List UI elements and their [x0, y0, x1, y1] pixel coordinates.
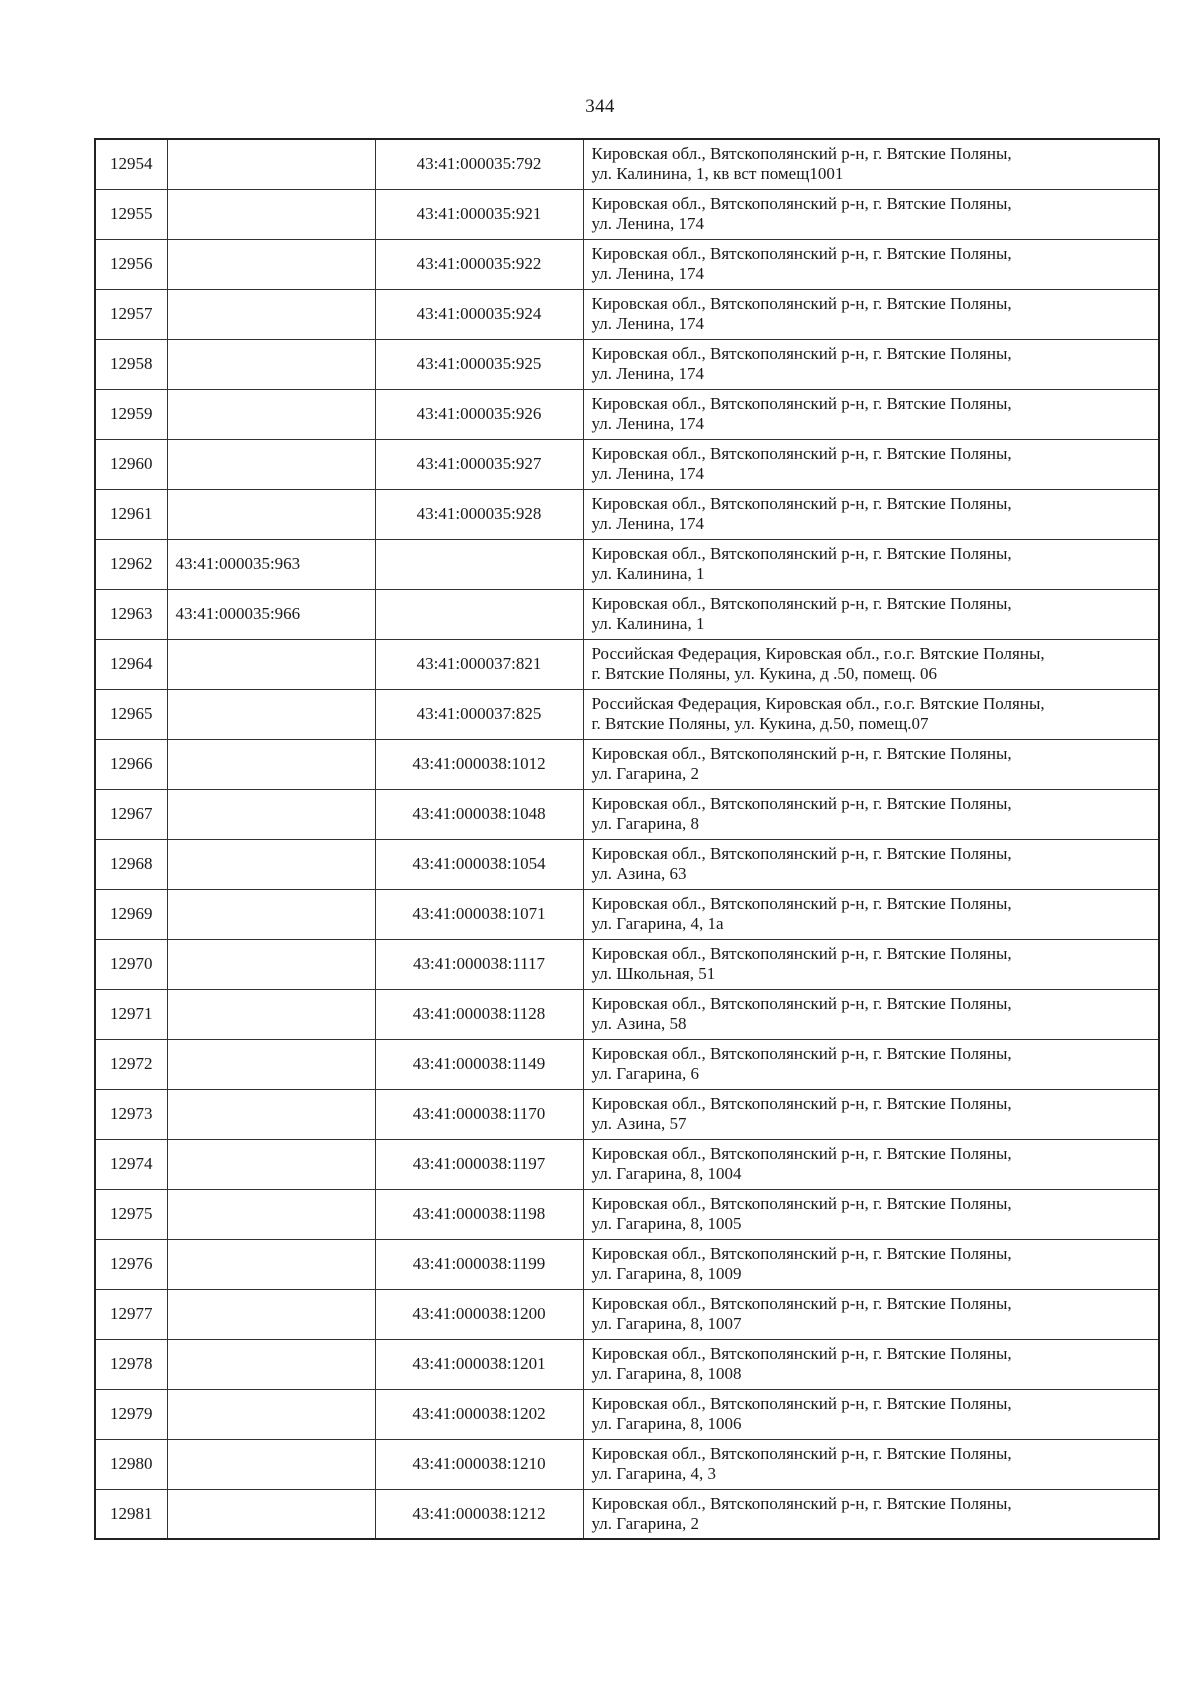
- land-cadastral-number-cell: [167, 289, 375, 339]
- address-line-2: ул. Гагарина, 4, 3: [591, 1464, 716, 1483]
- address-cell: [583, 1089, 1159, 1139]
- row-number-cell: 12968: [95, 839, 167, 889]
- address-line-1: Кировская обл., Вятскополянский р-н, г. Вятские Поляны,: [591, 1493, 1012, 1513]
- address-line-2: г. Вятские Поляны, ул. Кукина, д.50, помещ.07: [591, 714, 929, 733]
- address-line-2: ул. Ленина, 174: [591, 314, 705, 333]
- address-cell: [583, 739, 1159, 789]
- row-number-cell: 12970: [95, 939, 167, 989]
- address-cell: [583, 939, 1159, 989]
- address-line-1: Кировская обл., Вятскополянский р-н, г. Вятские Поляны,: [591, 1394, 1012, 1413]
- row-number-cell: 12979: [95, 1389, 167, 1439]
- address-cell: [583, 1039, 1159, 1089]
- table-row: [95, 489, 1159, 539]
- address-line-2: ул. Гагарина, 8, 1006: [591, 1414, 742, 1433]
- object-cadastral-number-cell: 43:41:000035:924: [375, 289, 583, 339]
- address-cell: [583, 789, 1159, 839]
- address-line-2: ул. Ленина, 174: [591, 364, 705, 383]
- address-cell: [583, 439, 1159, 489]
- table-row: [95, 1139, 1159, 1189]
- table-row: [95, 1189, 1159, 1239]
- object-cadastral-number-cell: 43:41:000038:1200: [375, 1289, 583, 1339]
- address-cell: [583, 139, 1159, 189]
- address-line-1: Кировская обл., Вятскополянский р-н, г. Вятские Поляны,: [591, 944, 1012, 963]
- land-cadastral-number-cell: 43:41:000035:963: [167, 539, 375, 589]
- table-row: [95, 839, 1159, 889]
- address-line-2: ул. Гагарина, 8, 1007: [591, 1314, 742, 1333]
- address-cell: [583, 1189, 1159, 1239]
- address-cell: [583, 689, 1159, 739]
- object-cadastral-number-cell: 43:41:000037:825: [375, 689, 583, 739]
- address-line-2: ул. Ленина, 174: [591, 464, 705, 483]
- table-row: [95, 939, 1159, 989]
- address-line-2: ул. Ленина, 174: [591, 264, 705, 283]
- address-line-1: Кировская обл., Вятскополянский р-н, г. Вятские Поляны,: [591, 1044, 1012, 1063]
- object-cadastral-number-cell: [375, 539, 583, 589]
- table-row: [95, 289, 1159, 339]
- address-cell: [583, 1239, 1159, 1289]
- table-row: [95, 439, 1159, 489]
- land-cadastral-number-cell: [167, 339, 375, 389]
- object-cadastral-number-cell: 43:41:000038:1054: [375, 839, 583, 889]
- land-cadastral-number-cell: [167, 139, 375, 189]
- table-row: [95, 189, 1159, 239]
- land-cadastral-number-cell: [167, 939, 375, 989]
- table-row: [95, 339, 1159, 389]
- address-line-2: ул. Азина, 57: [591, 1114, 687, 1133]
- address-line-1: Кировская обл., Вятскополянский р-н, г. Вятские Поляны,: [591, 1194, 1012, 1213]
- object-cadastral-number-cell: 43:41:000035:927: [375, 439, 583, 489]
- land-cadastral-number-cell: [167, 489, 375, 539]
- address-line-2: ул. Гагарина, 4, 1а: [591, 914, 724, 933]
- address-line-2: ул. Школьная, 51: [591, 964, 716, 983]
- address-cell: [583, 1139, 1159, 1189]
- land-cadastral-number-cell: [167, 1039, 375, 1089]
- address-line-2: ул. Калинина, 1, кв вст помещ1001: [591, 164, 844, 184]
- object-cadastral-number-cell: 43:41:000038:1198: [375, 1189, 583, 1239]
- address-cell: [583, 489, 1159, 539]
- object-cadastral-number-cell: 43:41:000038:1128: [375, 989, 583, 1039]
- table-row: [95, 1489, 1159, 1539]
- address-cell: [583, 1389, 1159, 1439]
- land-cadastral-number-cell: [167, 1339, 375, 1389]
- row-number-cell: 12958: [95, 339, 167, 389]
- address-line-2: ул. Гагарина, 8, 1009: [591, 1264, 742, 1283]
- address-line-1: Кировская обл., Вятскополянский р-н, г. Вятские Поляны,: [591, 544, 1012, 563]
- land-cadastral-number-cell: [167, 1089, 375, 1139]
- address-line-1: Кировская обл., Вятскополянский р-н, г. Вятские Поляны,: [591, 1144, 1012, 1163]
- address-cell: [583, 1289, 1159, 1339]
- row-number-cell: 12956: [95, 239, 167, 289]
- object-cadastral-number-cell: 43:41:000038:1117: [375, 939, 583, 989]
- address-cell: [583, 1489, 1159, 1539]
- row-number-cell: 12966: [95, 739, 167, 789]
- address-line-1: Кировская обл., Вятскополянский р-н, г. Вятские Поляны,: [591, 344, 1012, 363]
- address-line-1: Кировская обл., Вятскополянский р-н, г. Вятские Поляны,: [591, 394, 1012, 413]
- land-cadastral-number-cell: [167, 989, 375, 1039]
- table-row: [95, 1339, 1159, 1389]
- table-row: [95, 1289, 1159, 1339]
- row-number-cell: 12962: [95, 539, 167, 589]
- table-row: [95, 1389, 1159, 1439]
- address-line-2: ул. Азина, 63: [591, 864, 687, 883]
- address-cell: [583, 339, 1159, 389]
- address-line-1: Кировская обл., Вятскополянский р-н, г. Вятские Поляны,: [591, 594, 1012, 613]
- object-cadastral-number-cell: 43:41:000035:925: [375, 339, 583, 389]
- land-cadastral-number-cell: [167, 1289, 375, 1339]
- land-cadastral-number-cell: [167, 1439, 375, 1489]
- address-line-1: Кировская обл., Вятскополянский р-н, г. Вятские Поляны,: [591, 1094, 1012, 1113]
- address-line-1: Кировская обл., Вятскополянский р-н, г. Вятские Поляны,: [591, 844, 1012, 863]
- table-row: [95, 239, 1159, 289]
- address-line-1: Кировская обл., Вятскополянский р-н, г. Вятские Поляны,: [591, 1344, 1012, 1363]
- row-number-cell: 12972: [95, 1039, 167, 1089]
- address-cell: [583, 589, 1159, 639]
- address-line-2: ул. Гагарина, 8, 1008: [591, 1364, 742, 1383]
- object-cadastral-number-cell: 43:41:000038:1212: [375, 1489, 583, 1539]
- table-row: [95, 1089, 1159, 1139]
- object-cadastral-number-cell: 43:41:000038:1048: [375, 789, 583, 839]
- address-line-1: Кировская обл., Вятскополянский р-н, г. Вятские Поляны,: [591, 294, 1012, 313]
- land-cadastral-number-cell: [167, 1139, 375, 1189]
- address-cell: [583, 989, 1159, 1039]
- address-line-1: Кировская обл., Вятскополянский р-н, г. Вятские Поляны,: [591, 1444, 1012, 1463]
- object-cadastral-number-cell: 43:41:000038:1199: [375, 1239, 583, 1289]
- address-cell: [583, 389, 1159, 439]
- row-number-cell: 12954: [95, 139, 167, 189]
- row-number-cell: 12980: [95, 1439, 167, 1489]
- land-cadastral-number-cell: [167, 439, 375, 489]
- address-line-2: ул. Ленина, 174: [591, 514, 705, 533]
- land-cadastral-number-cell: [167, 1389, 375, 1439]
- registry-table: [94, 138, 1160, 1540]
- object-cadastral-number-cell: [375, 589, 583, 639]
- table-row: [95, 1239, 1159, 1289]
- land-cadastral-number-cell: [167, 1489, 375, 1539]
- table-row: [95, 989, 1159, 1039]
- land-cadastral-number-cell: [167, 639, 375, 689]
- address-line-2: ул. Азина, 58: [591, 1014, 687, 1033]
- address-cell: [583, 1339, 1159, 1389]
- object-cadastral-number-cell: 43:41:000038:1071: [375, 889, 583, 939]
- table-row: [95, 1039, 1159, 1089]
- table-row: [95, 539, 1159, 589]
- table-row: [95, 689, 1159, 739]
- address-line-2: ул. Калинина, 1: [591, 614, 705, 633]
- row-number-cell: 12969: [95, 889, 167, 939]
- address-line-2: ул. Гагарина, 2: [591, 1513, 699, 1533]
- address-line-2: ул. Гагарина, 8, 1004: [591, 1164, 742, 1183]
- address-line-2: ул. Гагарина, 2: [591, 764, 699, 783]
- address-line-2: ул. Гагарина, 8: [591, 814, 699, 833]
- object-cadastral-number-cell: 43:41:000038:1201: [375, 1339, 583, 1389]
- address-line-1: Кировская обл., Вятскополянский р-н, г. Вятские Поляны,: [591, 994, 1012, 1013]
- row-number-cell: 12964: [95, 639, 167, 689]
- address-line-1: Кировская обл., Вятскополянский р-н, г. Вятские Поляны,: [591, 444, 1012, 463]
- address-line-2: ул. Ленина, 174: [591, 414, 705, 433]
- address-cell: [583, 839, 1159, 889]
- address-line-2: г. Вятские Поляны, ул. Кукина, д .50, помещ. 06: [591, 664, 938, 683]
- row-number-cell: 12959: [95, 389, 167, 439]
- address-line-1: Кировская обл., Вятскополянский р-н, г. Вятские Поляны,: [591, 244, 1012, 263]
- land-cadastral-number-cell: [167, 739, 375, 789]
- table-row: [95, 139, 1159, 189]
- address-line-1: Кировская обл., Вятскополянский р-н, г. Вятские Поляны,: [591, 794, 1012, 813]
- page-number: 344: [585, 96, 615, 117]
- row-number-cell: 12957: [95, 289, 167, 339]
- address-line-1: Российская Федерация, Кировская обл., г.о.г. Вятские Поляны,: [591, 644, 1045, 663]
- row-number-cell: 12967: [95, 789, 167, 839]
- address-line-1: Кировская обл., Вятскополянский р-н, г. Вятские Поляны,: [591, 494, 1012, 513]
- table-row: [95, 1439, 1159, 1489]
- address-line-2: ул. Калинина, 1: [591, 564, 705, 583]
- land-cadastral-number-cell: 43:41:000035:966: [167, 589, 375, 639]
- land-cadastral-number-cell: [167, 389, 375, 439]
- registry-table-body: [95, 139, 1159, 1539]
- address-line-1: Кировская обл., Вятскополянский р-н, г. Вятские Поляны,: [591, 144, 1012, 164]
- land-cadastral-number-cell: [167, 689, 375, 739]
- table-row: [95, 889, 1159, 939]
- land-cadastral-number-cell: [167, 839, 375, 889]
- row-number-cell: 12976: [95, 1239, 167, 1289]
- row-number-cell: 12977: [95, 1289, 167, 1339]
- address-cell: [583, 239, 1159, 289]
- land-cadastral-number-cell: [167, 1239, 375, 1289]
- land-cadastral-number-cell: [167, 239, 375, 289]
- object-cadastral-number-cell: 43:41:000035:921: [375, 189, 583, 239]
- object-cadastral-number-cell: 43:41:000037:821: [375, 639, 583, 689]
- table-row: [95, 789, 1159, 839]
- address-cell: [583, 1439, 1159, 1489]
- address-cell: [583, 889, 1159, 939]
- address-line-2: ул. Гагарина, 6: [591, 1064, 699, 1083]
- land-cadastral-number-cell: [167, 1189, 375, 1239]
- land-cadastral-number-cell: [167, 789, 375, 839]
- address-line-1: Кировская обл., Вятскополянский р-н, г. Вятские Поляны,: [591, 1244, 1012, 1263]
- row-number-cell: 12973: [95, 1089, 167, 1139]
- address-line-1: Кировская обл., Вятскополянский р-н, г. Вятские Поляны,: [591, 1294, 1012, 1313]
- row-number-cell: 12960: [95, 439, 167, 489]
- object-cadastral-number-cell: 43:41:000035:926: [375, 389, 583, 439]
- object-cadastral-number-cell: 43:41:000035:922: [375, 239, 583, 289]
- address-line-2: ул. Гагарина, 8, 1005: [591, 1214, 742, 1233]
- address-cell: [583, 289, 1159, 339]
- object-cadastral-number-cell: 43:41:000038:1197: [375, 1139, 583, 1189]
- row-number-cell: 12965: [95, 689, 167, 739]
- table-row: [95, 739, 1159, 789]
- address-line-1: Кировская обл., Вятскополянский р-н, г. Вятские Поляны,: [591, 744, 1012, 763]
- object-cadastral-number-cell: 43:41:000038:1149: [375, 1039, 583, 1089]
- table-row: [95, 589, 1159, 639]
- address-line-1: Кировская обл., Вятскополянский р-н, г. Вятские Поляны,: [591, 194, 1012, 213]
- table-row: [95, 639, 1159, 689]
- object-cadastral-number-cell: 43:41:000035:928: [375, 489, 583, 539]
- row-number-cell: 12961: [95, 489, 167, 539]
- row-number-cell: 12963: [95, 589, 167, 639]
- object-cadastral-number-cell: 43:41:000038:1202: [375, 1389, 583, 1439]
- row-number-cell: 12971: [95, 989, 167, 1039]
- row-number-cell: 12978: [95, 1339, 167, 1389]
- table-row: [95, 389, 1159, 439]
- address-cell: [583, 639, 1159, 689]
- row-number-cell: 12981: [95, 1489, 167, 1539]
- address-cell: [583, 189, 1159, 239]
- object-cadastral-number-cell: 43:41:000038:1210: [375, 1439, 583, 1489]
- row-number-cell: 12955: [95, 189, 167, 239]
- object-cadastral-number-cell: 43:41:000038:1012: [375, 739, 583, 789]
- row-number-cell: 12974: [95, 1139, 167, 1189]
- address-line-2: ул. Ленина, 174: [591, 214, 705, 233]
- object-cadastral-number-cell: 43:41:000035:792: [375, 139, 583, 189]
- address-cell: [583, 539, 1159, 589]
- land-cadastral-number-cell: [167, 889, 375, 939]
- address-line-1: Кировская обл., Вятскополянский р-н, г. Вятские Поляны,: [591, 894, 1012, 913]
- address-line-1: Российская Федерация, Кировская обл., г.о.г. Вятские Поляны,: [591, 694, 1045, 713]
- row-number-cell: 12975: [95, 1189, 167, 1239]
- object-cadastral-number-cell: 43:41:000038:1170: [375, 1089, 583, 1139]
- land-cadastral-number-cell: [167, 189, 375, 239]
